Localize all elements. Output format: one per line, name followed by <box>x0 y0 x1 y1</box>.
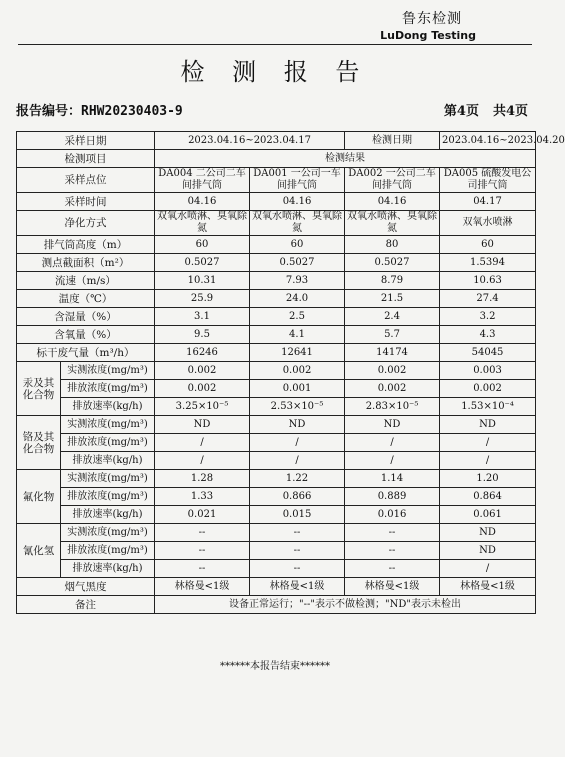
measure-value: 0.015 <box>250 506 345 524</box>
param-value: 双氧水喷淋 <box>440 211 536 236</box>
measure-value: 2.83×10⁻⁵ <box>345 398 440 416</box>
sampling-date-value: 2023.04.16~2023.04.17 <box>155 132 345 150</box>
measure-value: -- <box>155 524 250 542</box>
measure-value: -- <box>250 524 345 542</box>
param-value: 04.17 <box>440 193 536 211</box>
param-value: 3.2 <box>440 308 536 326</box>
param-label: 采样时间 <box>17 193 155 211</box>
param-value: DA001 一公司一车间排气筒 <box>250 168 345 193</box>
table-row <box>17 380 536 398</box>
measure-label: 排放速率(kg/h) <box>61 398 155 416</box>
measure-value: / <box>440 560 536 578</box>
table-row <box>17 470 536 488</box>
result-label: 检测结果 <box>155 150 536 168</box>
measure-value: / <box>345 434 440 452</box>
measure-label: 实测浓度(mg/m³) <box>61 524 155 542</box>
param-value: 8.79 <box>345 272 440 290</box>
table-row <box>17 254 536 272</box>
measure-value: 1.20 <box>440 470 536 488</box>
table-row <box>17 398 536 416</box>
param-label: 含湿量（%） <box>17 308 155 326</box>
param-value: 16246 <box>155 344 250 362</box>
measure-value: 3.25×10⁻⁵ <box>155 398 250 416</box>
param-label: 排气筒高度（m） <box>17 236 155 254</box>
smoke-value: 林格曼<1级 <box>250 578 345 596</box>
measure-value: 1.33 <box>155 488 250 506</box>
param-value: 60 <box>440 236 536 254</box>
measure-value: 1.14 <box>345 470 440 488</box>
measure-value: 0.002 <box>440 380 536 398</box>
smoke-value: 林格曼<1级 <box>345 578 440 596</box>
measure-label: 实测浓度(mg/m³) <box>61 416 155 434</box>
table-row <box>17 344 536 362</box>
measure-value: 0.002 <box>345 362 440 380</box>
measure-value: / <box>250 452 345 470</box>
item-label: 检测项目 <box>17 150 155 168</box>
measure-value: 0.003 <box>440 362 536 380</box>
pollutant-name: 氟化物 <box>17 470 61 524</box>
table-row <box>17 578 536 596</box>
param-value: 60 <box>155 236 250 254</box>
measure-value: ND <box>345 416 440 434</box>
measure-value: 0.001 <box>250 380 345 398</box>
report-number <box>16 100 183 119</box>
smoke-value: 林格曼<1级 <box>440 578 536 596</box>
measure-value: 0.866 <box>250 488 345 506</box>
param-value: 25.9 <box>155 290 250 308</box>
measure-value: / <box>250 434 345 452</box>
param-value: 0.5027 <box>155 254 250 272</box>
measure-value: ND <box>250 416 345 434</box>
measure-label: 排放速率(kg/h) <box>61 560 155 578</box>
table-row <box>17 488 536 506</box>
measure-value: ND <box>440 524 536 542</box>
header-divider <box>18 44 532 45</box>
param-label: 含氧量（%） <box>17 326 155 344</box>
pollutant-name: 铬及其化合物 <box>17 416 61 470</box>
param-value: 60 <box>250 236 345 254</box>
param-value: 0.5027 <box>345 254 440 272</box>
table-row <box>17 272 536 290</box>
param-value: 24.0 <box>250 290 345 308</box>
report-number-label: 报告编号： <box>16 104 82 119</box>
table-row <box>17 596 536 614</box>
param-label: 流速（m/s） <box>17 272 155 290</box>
table-row <box>17 524 536 542</box>
param-value: 14174 <box>345 344 440 362</box>
param-value: 21.5 <box>345 290 440 308</box>
measure-value: 2.53×10⁻⁵ <box>250 398 345 416</box>
measure-value: -- <box>345 542 440 560</box>
param-label: 温度（℃） <box>17 290 155 308</box>
param-value: 10.31 <box>155 272 250 290</box>
pollutant-name: 汞及其化合物 <box>17 362 61 416</box>
pollutant-name: 氰化氢 <box>17 524 61 578</box>
measure-label: 实测浓度(mg/m³) <box>61 362 155 380</box>
param-value: 2.5 <box>250 308 345 326</box>
param-value: 双氧水喷淋、臭氧除氮 <box>155 211 250 236</box>
measure-value: / <box>440 452 536 470</box>
table-row <box>17 560 536 578</box>
param-value: 5.7 <box>345 326 440 344</box>
sampling-date-label: 采样日期 <box>17 132 155 150</box>
measure-value: 0.002 <box>155 362 250 380</box>
brand-name-en: LuDong Testing <box>380 29 476 42</box>
measure-value: 0.889 <box>345 488 440 506</box>
measure-value: 0.002 <box>250 362 345 380</box>
measure-value: / <box>155 434 250 452</box>
param-value: 0.5027 <box>250 254 345 272</box>
param-value: DA002 一公司二车间排气筒 <box>345 168 440 193</box>
measure-label: 排放浓度(mg/m³) <box>61 434 155 452</box>
table-row <box>17 326 536 344</box>
remark-text: 设备正常运行；"--"表示不做检测；"ND"表示未检出 <box>155 596 536 614</box>
table-row <box>17 168 536 193</box>
measure-value: -- <box>250 560 345 578</box>
table-row <box>17 211 536 236</box>
measure-value: -- <box>155 560 250 578</box>
measure-value: -- <box>155 542 250 560</box>
test-date-label: 检测日期 <box>345 132 440 150</box>
table-row <box>17 362 536 380</box>
measure-value: 0.864 <box>440 488 536 506</box>
table-row <box>17 452 536 470</box>
param-value: 04.16 <box>155 193 250 211</box>
results-table <box>16 131 565 614</box>
measure-label: 排放浓度(mg/m³) <box>61 488 155 506</box>
param-value: 7.93 <box>250 272 345 290</box>
measure-value: ND <box>440 416 536 434</box>
page-total: 共4页 <box>492 104 528 119</box>
table-row <box>17 193 536 211</box>
param-value: 4.3 <box>440 326 536 344</box>
param-value: 80 <box>345 236 440 254</box>
measure-value: 1.53×10⁻⁴ <box>440 398 536 416</box>
table-row <box>17 308 536 326</box>
param-value: 双氧水喷淋、臭氧除氮 <box>250 211 345 236</box>
measure-value: -- <box>250 542 345 560</box>
param-value: 双氧水喷淋、臭氧除氮 <box>345 211 440 236</box>
param-value: DA004 二公司二车间排气筒 <box>155 168 250 193</box>
param-label: 采样点位 <box>17 168 155 193</box>
measure-label: 排放速率(kg/h) <box>61 452 155 470</box>
param-value: 54045 <box>440 344 536 362</box>
measure-value: 1.28 <box>155 470 250 488</box>
measure-value: 1.22 <box>250 470 345 488</box>
measure-value: -- <box>345 560 440 578</box>
table-row <box>17 434 536 452</box>
measure-value: 0.021 <box>155 506 250 524</box>
table-row <box>17 506 536 524</box>
param-value: 04.16 <box>250 193 345 211</box>
measure-value: / <box>345 452 440 470</box>
param-value: 3.1 <box>155 308 250 326</box>
param-value: 2.4 <box>345 308 440 326</box>
measure-label: 排放浓度(mg/m³) <box>61 542 155 560</box>
measure-value: ND <box>155 416 250 434</box>
brand-name-cn: 鲁东检测 <box>402 11 462 27</box>
param-value: 12641 <box>250 344 345 362</box>
test-date-value: 2023.04.16~2023.04.20 <box>440 132 536 150</box>
report-number-value: RHW20230403-9 <box>81 104 183 119</box>
measure-label: 排放浓度(mg/m³) <box>61 380 155 398</box>
remark-label: 备注 <box>17 596 155 614</box>
measure-value: 0.061 <box>440 506 536 524</box>
param-value: 9.5 <box>155 326 250 344</box>
measure-value: -- <box>345 524 440 542</box>
measure-value: 0.016 <box>345 506 440 524</box>
smoke-label: 烟气黑度 <box>17 578 155 596</box>
param-label: 标干废气量（m³/h） <box>17 344 155 362</box>
param-value: DA005 硫酸发电公司排气筒 <box>440 168 536 193</box>
param-value: 04.16 <box>345 193 440 211</box>
table-row <box>17 290 536 308</box>
param-value: 1.5394 <box>440 254 536 272</box>
measure-value: / <box>155 452 250 470</box>
param-label: 测点截面积（m²） <box>17 254 155 272</box>
page-current: 第4页 <box>443 104 479 119</box>
measure-value: ND <box>440 542 536 560</box>
table-row <box>17 236 536 254</box>
param-label: 净化方式 <box>17 211 155 236</box>
measure-value: 0.002 <box>155 380 250 398</box>
measure-label: 实测浓度(mg/m³) <box>61 470 155 488</box>
report-end: ******本报告结束****** <box>220 661 330 672</box>
param-value: 4.1 <box>250 326 345 344</box>
table-row <box>17 542 536 560</box>
measure-value: 0.002 <box>345 380 440 398</box>
param-value: 27.4 <box>440 290 536 308</box>
measure-value: / <box>440 434 536 452</box>
report-title: 检 测 报 告 <box>180 58 370 86</box>
measure-label: 排放速率(kg/h) <box>61 506 155 524</box>
page-info <box>430 100 528 119</box>
param-value: 10.63 <box>440 272 536 290</box>
table-row <box>17 416 536 434</box>
smoke-value: 林格曼<1级 <box>155 578 250 596</box>
